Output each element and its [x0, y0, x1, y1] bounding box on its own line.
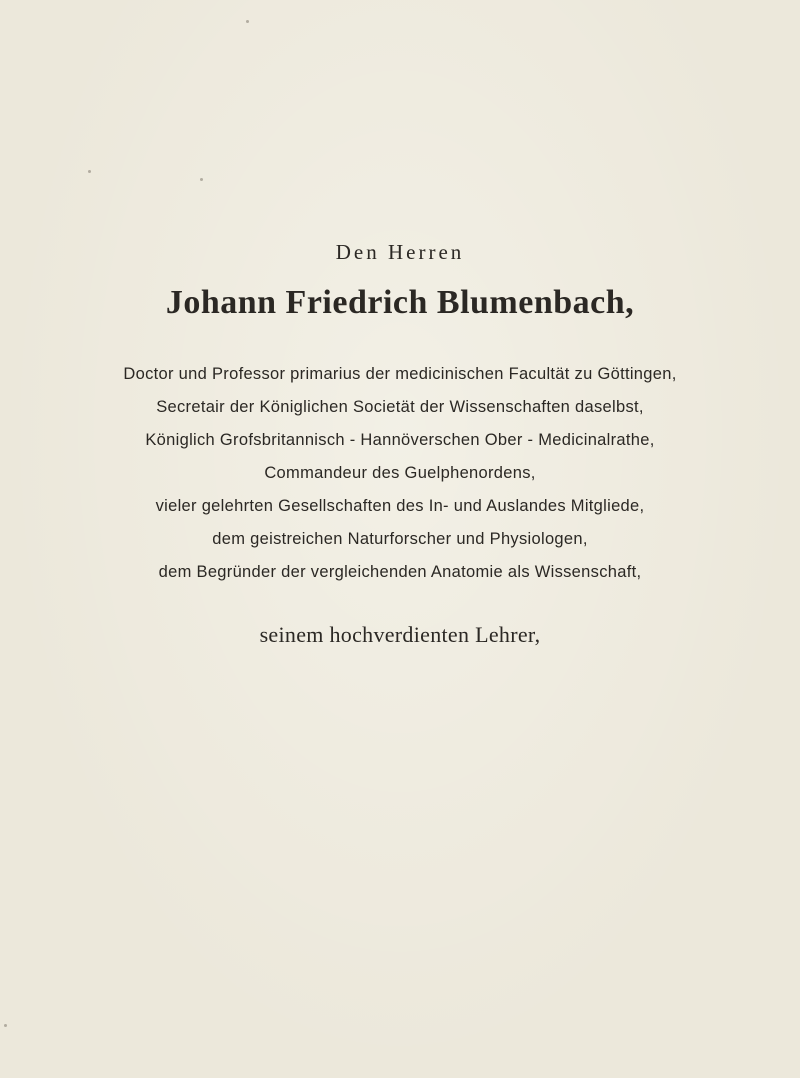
closing-line: seinem hochverdienten Lehrer,	[259, 622, 541, 647]
title-line-3: Königlich Grofsbritannisch - Hannöverschen Ober - Medicinalrathe,	[145, 431, 655, 449]
salutation: Den Herren	[335, 240, 465, 264]
paper-speck	[88, 170, 91, 173]
title-line-5: vieler gelehrten Gesellschaften des In- und Auslandes Mitgliede,	[155, 497, 645, 515]
title-line-4: Commandeur des Guelphenordens,	[264, 464, 536, 482]
title-line-7: dem Begründer der vergleichenden Anatomie als Wissenschaft,	[158, 563, 642, 581]
paper-speck	[4, 1024, 7, 1027]
title-line-2: Secretair der Königlichen Societät der Wissenschaften daselbst,	[156, 398, 644, 416]
title-line-1: Doctor und Professor primarius der medicinischen Facultät zu Göttingen,	[123, 365, 677, 383]
title-line-6: dem geistreichen Naturforscher und Physiologen,	[212, 530, 588, 548]
paper-speck	[200, 178, 203, 181]
paper-speck	[246, 20, 249, 23]
dedicatee-name: Johann Friedrich Blumenbach,	[165, 284, 635, 321]
